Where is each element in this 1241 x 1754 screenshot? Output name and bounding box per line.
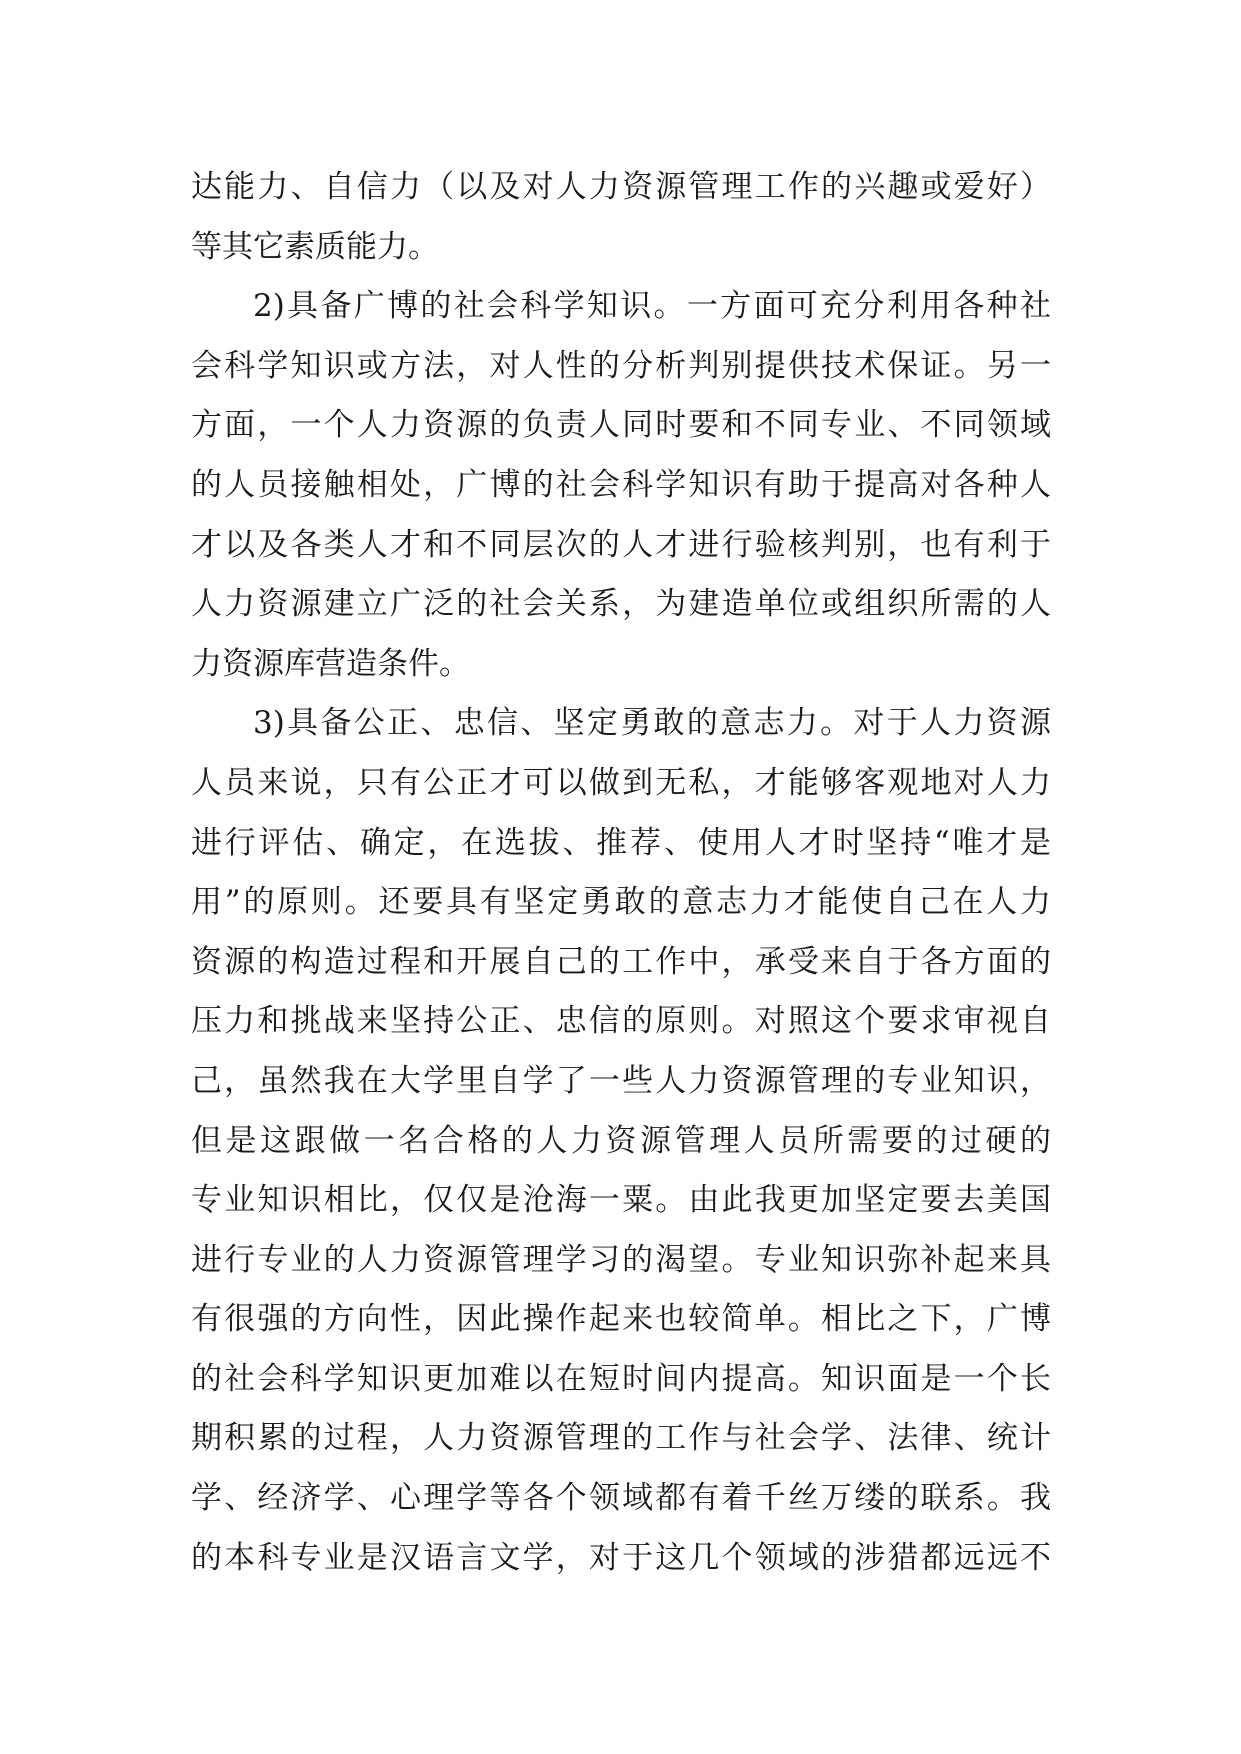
text-line: 进行评估、确定，在选拔、推荐、使用人才时坚持“唯才是 bbox=[191, 824, 1051, 861]
text-line: 专业知识相比，仅仅是沧海一粟。由此我更加坚定要去美国 bbox=[191, 1182, 1051, 1219]
text-line: 进行专业的人力资源管理学习的渴望。专业知识弥补起来具 bbox=[191, 1241, 1051, 1278]
text-line: 方面，一个人力资源的负责人同时要和不同专业、不同领域 bbox=[191, 407, 1051, 444]
text-line: 人员来说，只有公正才可以做到无私，才能够客观地对人力 bbox=[191, 764, 1051, 801]
text-line: 己，虽然我在大学里自学了一些人力资源管理的专业知识， bbox=[191, 1062, 1051, 1099]
text-line: 人力资源建立广泛的社会关系，为建造单位或组织所需的人 bbox=[191, 586, 1051, 623]
text-line: 期积累的过程，人力资源管理的工作与社会学、法律、统计 bbox=[191, 1420, 1051, 1457]
text-line: 有很强的方向性，因此操作起来也较简单。相比之下，广博 bbox=[191, 1301, 1051, 1338]
text-line: 力资源库营造条件。 bbox=[191, 645, 470, 682]
text-line: 学、经济学、心理学等各个领域都有着千丝万缕的联系。我 bbox=[191, 1480, 1051, 1517]
body-text bbox=[191, 158, 1051, 1588]
text-line: 2)具备广博的社会科学知识。一方面可充分利用各种社 bbox=[253, 288, 1051, 325]
text-line: 的人员接触相处，广博的社会科学知识有助于提高对各种人 bbox=[191, 466, 1051, 503]
text-line: 压力和挑战来坚持公正、忠信的原则。对照这个要求审视自 bbox=[191, 1003, 1051, 1040]
text-line: 但是这跟做一名合格的人力资源管理人员所需要的过硬的 bbox=[191, 1122, 1051, 1159]
text-line: 的本科专业是汉语言文学，对于这几个领域的涉猎都远远不 bbox=[191, 1539, 1051, 1576]
text-line: 的社会科学知识更加难以在短时间内提高。知识面是一个长 bbox=[191, 1360, 1051, 1397]
text-line: 才以及各类人才和不同层次的人才进行验核判别，也有利于 bbox=[191, 526, 1051, 563]
text-line: 达能力、自信力（以及对人力资源管理工作的兴趣或爱好） bbox=[191, 169, 1051, 205]
text-line: 用”的原则。还要具有坚定勇敢的意志力才能使自己在人力 bbox=[191, 884, 1051, 921]
text-line: 3)具备公正、忠信、坚定勇敢的意志力。对于人力资源 bbox=[253, 705, 1051, 742]
text-line: 资源的构造过程和开展自己的工作中，承受来自于各方面的 bbox=[191, 943, 1051, 980]
text-line: 会科学知识或方法，对人性的分析判别提供技术保证。另一 bbox=[191, 347, 1051, 384]
text-line: 等其它素质能力。 bbox=[191, 228, 439, 265]
